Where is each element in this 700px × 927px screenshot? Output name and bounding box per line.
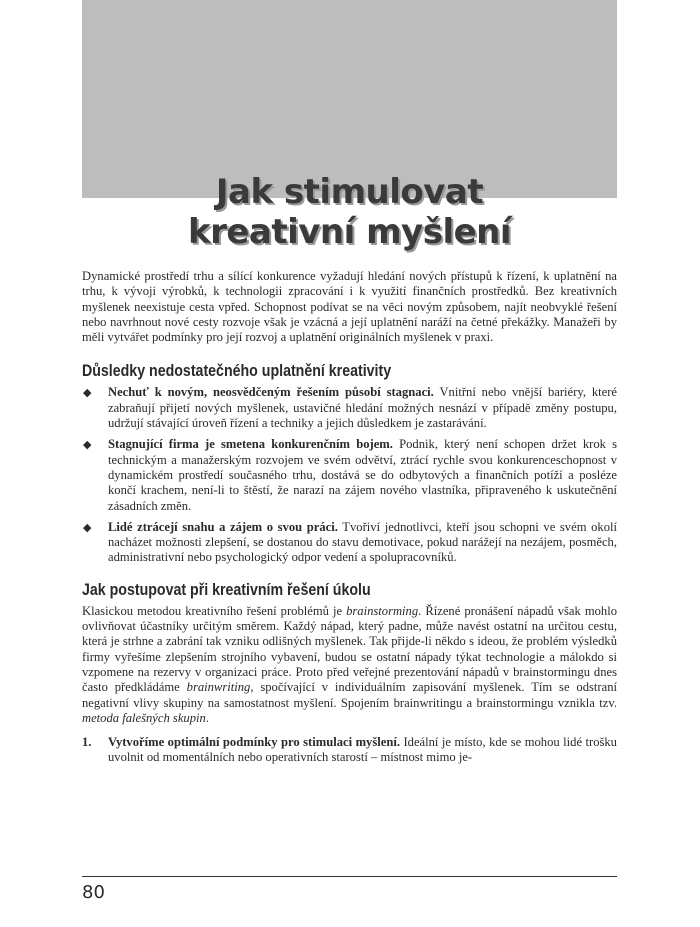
decorative-header-block	[82, 0, 617, 198]
list-item-text: Vnitřní nebo vnější bariéry, které zabraňují přijetí nových myšlenek, ustavičné hledání možných nesnází v případě změny postupu, udržují stávající úroveň řízení a techniky a jejich důsledkem je zastarávání.	[108, 385, 617, 431]
paragraph-text: .	[205, 710, 209, 725]
list-item	[82, 437, 617, 513]
procedure-paragraph	[82, 604, 617, 726]
chapter-title-line-1: Jak stimulovat	[215, 172, 484, 212]
numbered-item	[82, 735, 617, 766]
diamond-bullet-icon: ◆	[83, 386, 92, 400]
term-brainstorming: brainstorming	[346, 603, 419, 618]
list-item	[82, 385, 617, 431]
consequences-list	[82, 385, 617, 565]
list-item	[82, 520, 617, 566]
section-heading-procedure: Jak postupovat při kreativním řešení úkolu	[82, 580, 371, 599]
footer-divider	[82, 876, 617, 877]
numbered-item-lead: Vytvoříme optimální podmínky pro stimulaci myšlení.	[108, 735, 400, 750]
list-item-lead: Lidé ztrácejí snahu a zájem o svou práci.	[108, 519, 338, 534]
list-item-lead: Stagnující firma je smetena konkurenčním bojem.	[108, 437, 393, 452]
chapter-title	[82, 172, 617, 252]
diamond-bullet-icon: ◆	[83, 520, 92, 534]
intro-paragraph: Dynamické prostředí trhu a sílící konkurence vyžadují hledání nových přístupů k řízení, k uplatnění na trhu, k vývoji výrobků, k technologii zpracování i k využití finančních prostředků. Bez kreativních myšlenek neexistuje cesta vpřed. Schopnost podívat se na věci novým způsobem, najít neobvyklé řešení nebo navrhnout nové cesty rozvoje však je vzácná a její uplatnění naráží na četné překážky. Manažeři by měli vytvářet podmínky pro její rozvoj a uplatnění originálních myšlenek v praxi.	[82, 269, 617, 345]
diamond-bullet-icon: ◆	[83, 438, 92, 452]
list-item-text: Podnik, který není schopen držet krok s technickým a manažerským rozvojem ve svém odvětví, ztrácí rychle svou konkurenceschopnost v dynamickém prostředí současného trhu, dostává se do odbytových a finančních potíží a posléze končí krachem, není-li to štěstí, že narazí na zájem nového vlastníka, připraveného k uskutečnění zásadních změn.	[108, 437, 617, 513]
list-item-lead: Nechuť k novým, neosvědčeným řešením působí stagnaci.	[108, 385, 434, 400]
list-item-text: Tvořiví jednotlivci, kteří jsou schopni ve svém okolí nacházet možnosti zlepšení, se dostanou do stavu demotivace, pokud narážejí na nezájem, posměch, administrativní nebo psychologický odpor vedení a spolupracovníků.	[108, 519, 617, 565]
chapter-title-line-2: kreativní myšlení	[187, 212, 512, 252]
paragraph-text: Klasickou metodou kreativního řešení problémů je	[82, 603, 347, 618]
term-brainwriting: brainwriting	[186, 680, 251, 695]
numbered-item-text: Ideální je místo, kde se mohou lidé trošku uvolnit od momentálních nebo operativních starostí – místnost mimo je-	[108, 735, 617, 765]
paragraph-text: . Řízené pronášení nápadů však mohlo ovlivňovat účastníky určitým směrem. Každý nápad, který padne, může navést ostatní na určitou cestu, která je strhne a zabrání tak vzniku odlišných myšlenek. Tak přijde-li někdo s ideou, že problém výsledků firmy vyřešíme zlepšením strojního vybavení, budou se ostatní nápady týkat technologie a málokdo si vzpomene na rezervy v organizaci práce. Proto před veřejné prezentování nápadů v brainstormingu dnes často předkládáme	[82, 603, 617, 695]
page-body	[82, 269, 617, 766]
paragraph-text: , spočívající v individuálním zapisování myšlenek. Tím se odstraní negativní vlivy skupiny na samostatnost myšlení. Spojením brainwritingu a brainstormingu vznikla tzv.	[82, 680, 617, 710]
term-false-groups-method: metoda falešných skupin	[82, 710, 206, 725]
procedure-steps-list	[82, 735, 617, 766]
item-number: 1.	[82, 735, 92, 750]
section-heading-consequences: Důsledky nedostatečného uplatnění kreativity	[82, 362, 392, 381]
page-number: 80	[82, 882, 105, 903]
